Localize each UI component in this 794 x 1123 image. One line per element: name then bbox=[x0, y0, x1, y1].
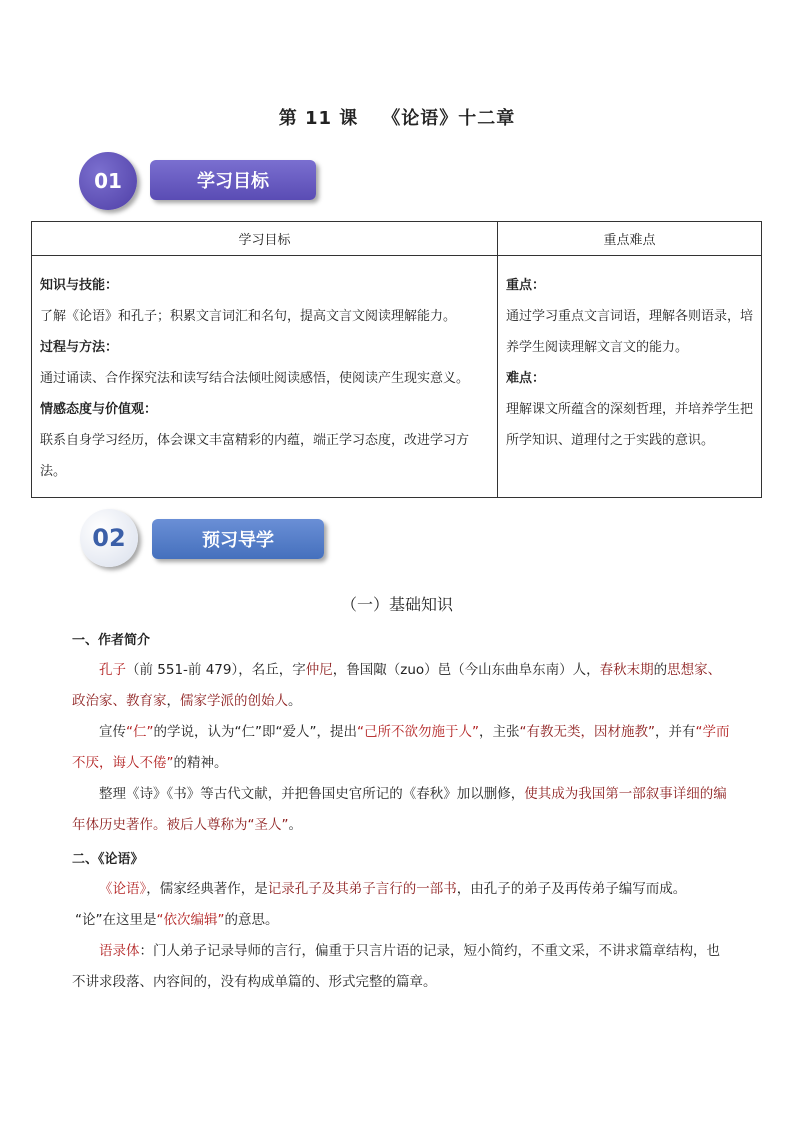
lunyu-paragraph-1: 《论语》，儒家经典著作，是记录孔子及其弟子言行的一部书，由孔子的弟子及再传弟子编写而成。 bbox=[99, 881, 687, 897]
basics-title: （一）基础知识 bbox=[340, 595, 453, 614]
objectives-cell bbox=[32, 256, 498, 498]
author-paragraph-3: 整理《诗》《书》等古代文献，并把鲁国史官所记的《春秋》加以删修，使其成为我国第一部叙事详细的编年体历史著作。被后人尊称为“圣人”。 bbox=[72, 786, 727, 833]
author-paragraph-2: 宣传“仁”的学说，认为“仁”即“爱人”，提出“己所不欲勿施于人”，主张“有教无类，因材施教”，并有“学而不厌，诲人不倦”的精神。 bbox=[72, 724, 730, 771]
lunyu-paragraph-2: “论”在这里是“依次编辑”的意思。 bbox=[75, 912, 279, 928]
objective-text: 了解《论语》和孔子；积累文言词汇和名句，提高文言文阅读理解能力。 bbox=[40, 309, 457, 324]
author-heading: 一、作者简介 bbox=[72, 633, 151, 648]
objective-label: 知识与技能： bbox=[40, 278, 119, 293]
table-header-key-points: 重点难点 bbox=[498, 222, 762, 256]
lunyu-heading: 二、《论语》 bbox=[72, 852, 144, 867]
objective-label: 过程与方法： bbox=[40, 340, 119, 355]
table-header-objectives: 学习目标 bbox=[32, 222, 498, 256]
objective-text: 通过诵读、合作探究法和读写结合法倾吐阅读感悟，使阅读产生现实意义。 bbox=[40, 371, 470, 386]
section-bar: 预习导学 bbox=[152, 519, 324, 559]
lesson-name: 《论语》十二章 bbox=[382, 108, 516, 129]
lesson-number: 第 11 课 bbox=[278, 108, 359, 129]
key-point-text: 理解课文所蕴含的深刻哲理，并培养学生把所学知识、道理付之于实践的意识。 bbox=[506, 402, 754, 448]
section-number: 02 bbox=[80, 509, 138, 567]
lunyu-paragraph-3: 语录体：门人弟子记录导师的言行，偏重于只言片语的记录，短小简约，不重文采，不讲求篇章结构，也不讲求段落、内容间的，没有构成单篇的、形式完整的篇章。 bbox=[72, 943, 720, 990]
section-number: 01 bbox=[79, 152, 137, 210]
key-point-label: 重点： bbox=[506, 278, 546, 293]
key-points-cell bbox=[498, 256, 762, 498]
objective-label: 情感态度与价值观： bbox=[40, 402, 158, 417]
section-bar: 学习目标 bbox=[150, 160, 316, 200]
objectives-table bbox=[31, 221, 762, 498]
key-point-label: 难点： bbox=[506, 371, 546, 386]
author-paragraph-1: 孔子（前 551-前 479），名丘，字仲尼，鲁国陬（zuo）邑（今山东曲阜东南）人，春秋末期的思想家、政治家、教育家，儒家学派的创始人。 bbox=[72, 662, 722, 709]
key-point-text: 通过学习重点文言词语，理解各则语录，培养学生阅读理解文言文的能力。 bbox=[506, 309, 754, 355]
objective-text: 联系自身学习经历，体会课文丰富精彩的内蕴，端正学习态度，改进学习方法。 bbox=[40, 433, 470, 479]
page-title bbox=[0, 104, 794, 130]
